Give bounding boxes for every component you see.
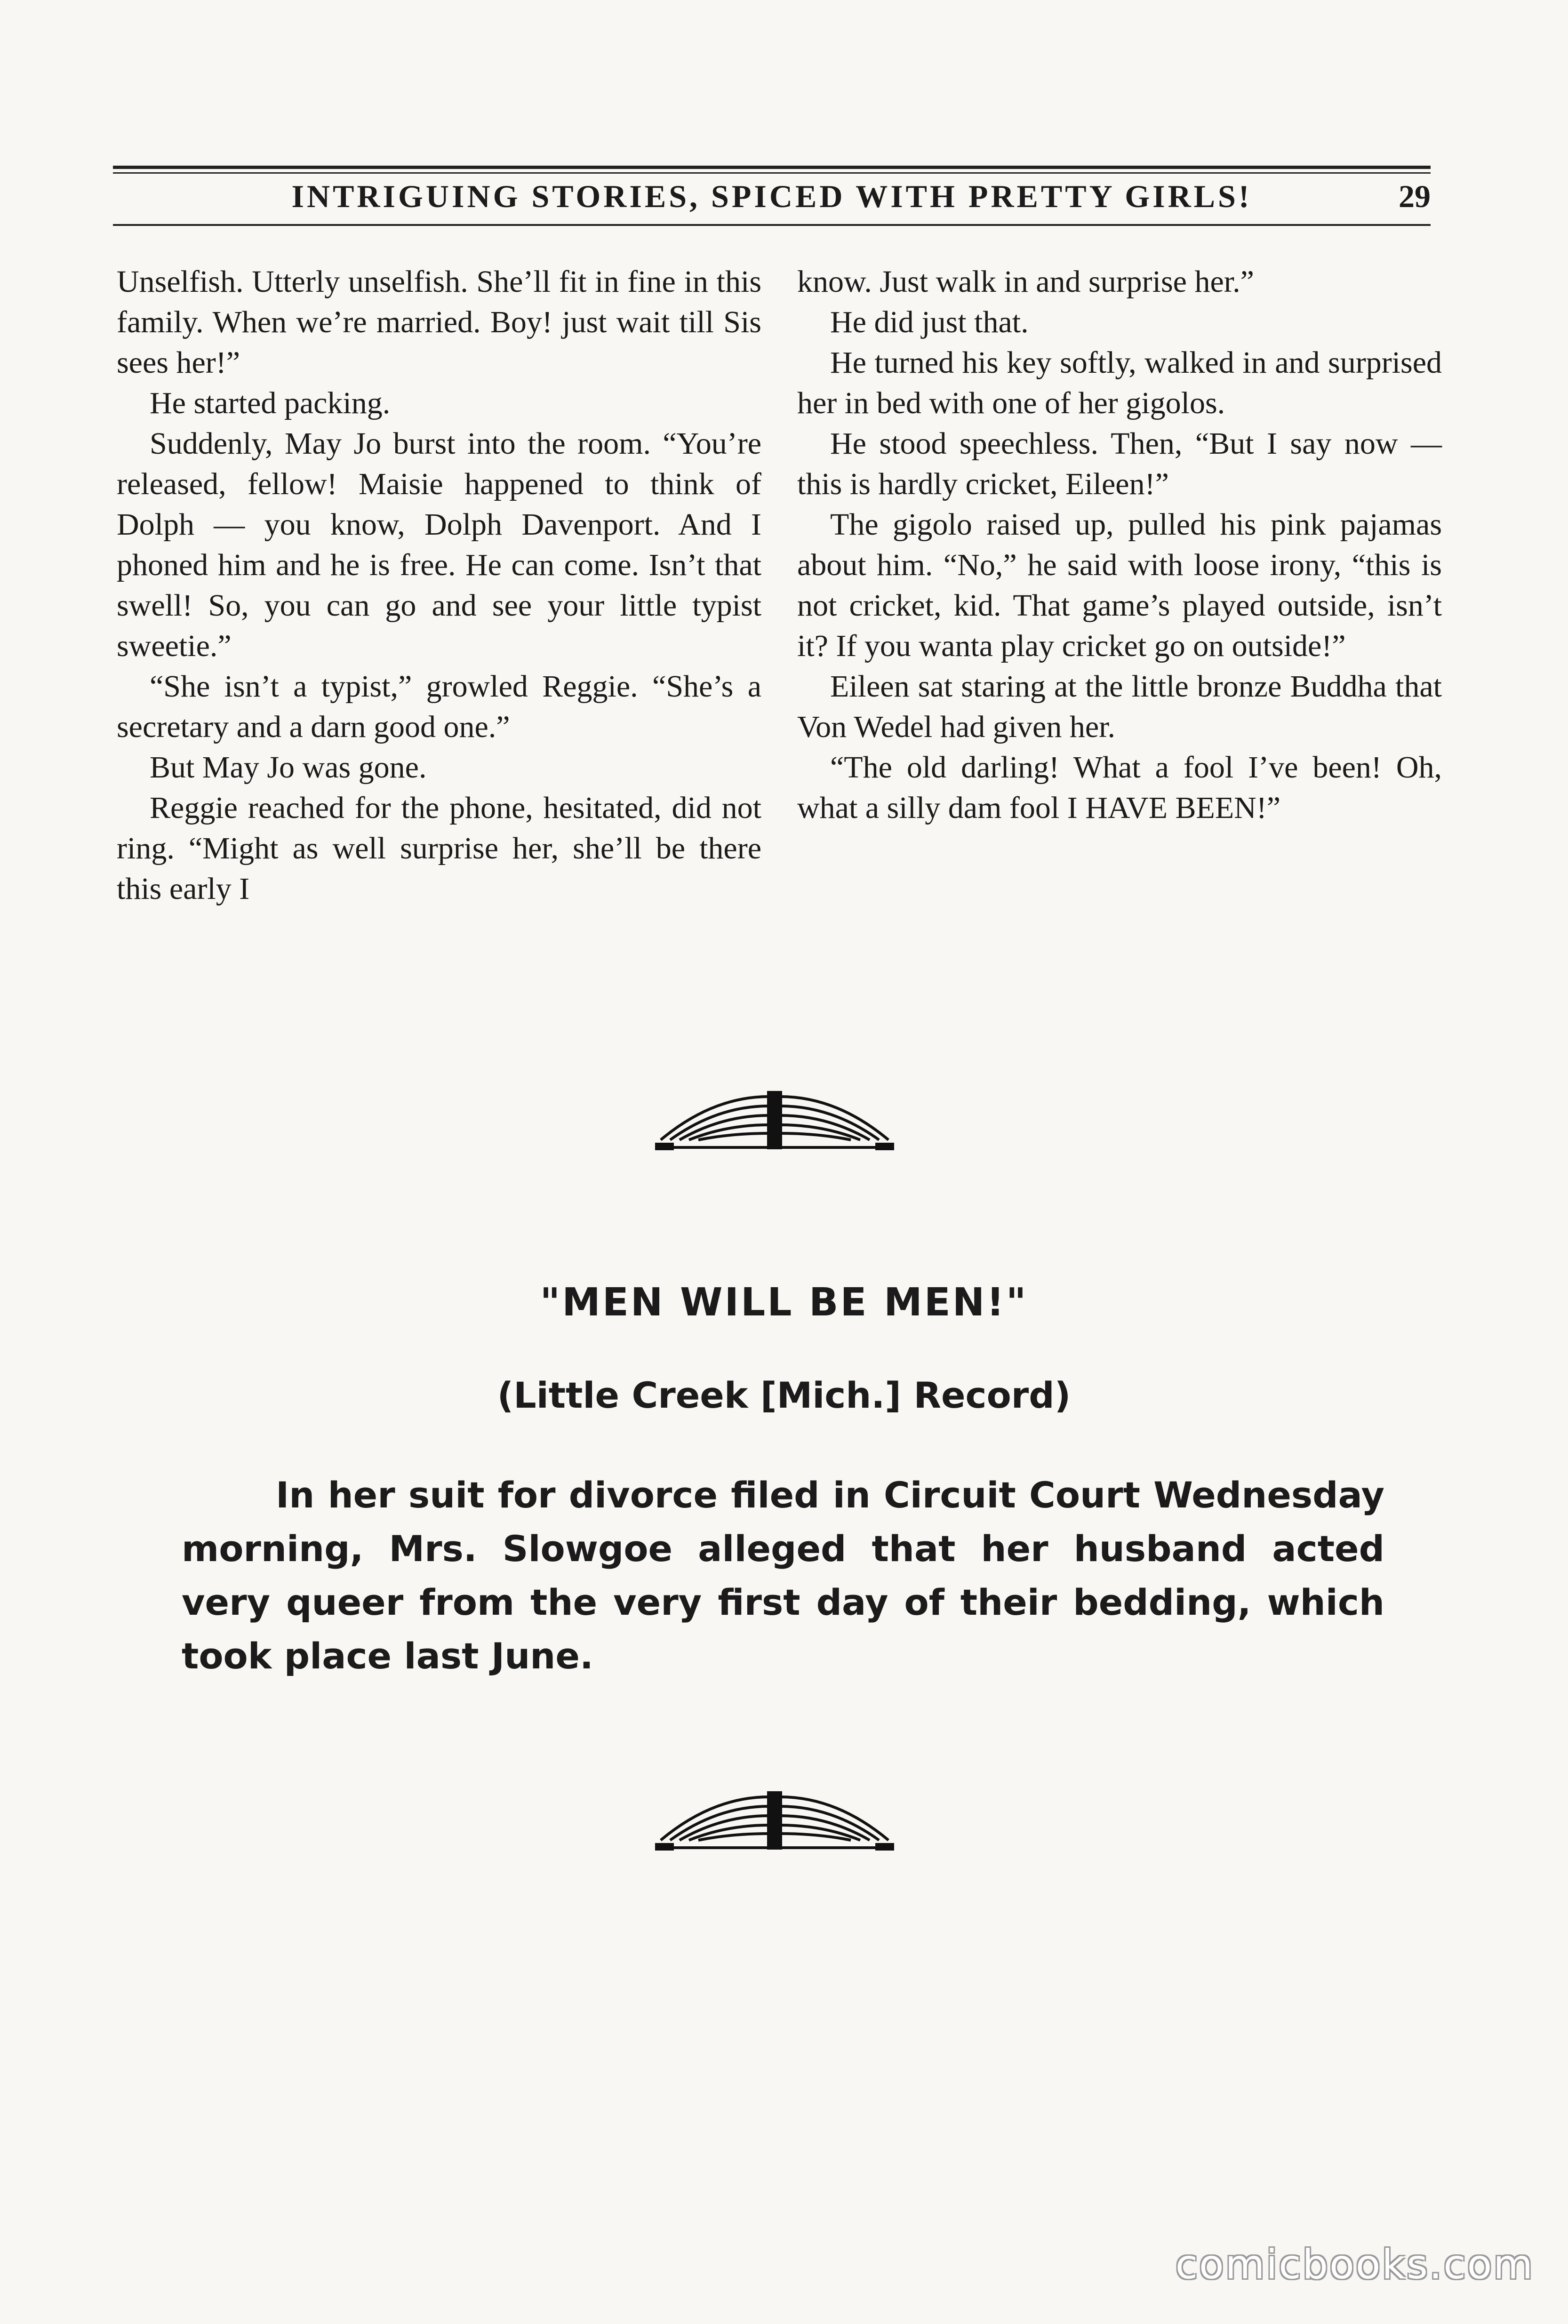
story-paragraph: The gigolo raised up, pulled his pink pajamas about him. “No,” he said with loose irony, “this is not cricket, kid. That game’s played outside, isn’t it? If you wanta play cricket go on outside!”: [797, 507, 1442, 663]
story-paragraph: He stood speechless. Then, “But I say now — this is hardly cricket, Eileen!”: [797, 426, 1442, 501]
story-paragraph: He started packing.: [150, 386, 391, 420]
article-title: "MEN WILL BE MEN!": [540, 1280, 1028, 1325]
page-number: 29: [1399, 178, 1431, 214]
story-paragraph: Unselfish. Utterly unselfish. She’ll fit in fine in this family. When we’re married. Boy! just wait till Sis sees her!”: [117, 264, 761, 380]
story-right-column: [797, 262, 1442, 828]
story-paragraph: He turned his key softly, walked in and surprised her in bed with one of her gigolos.: [797, 345, 1442, 420]
article-source: (Little Creek [Mich.] Record): [497, 1374, 1071, 1416]
story-paragraph: Suddenly, May Jo burst into the room. “You’re released, fellow! Maisie happened to think of Dolph — you know, Dolph Davenport. And I phoned him and he is free. He can come. Isn’t that swell! So, you can go and see your little typist sweetie.”: [117, 426, 761, 663]
ornament-divider-icon: [651, 1787, 898, 1854]
watermark: comicbooks.com: [1175, 2241, 1534, 2288]
story-paragraph: But May Jo was gone.: [150, 750, 427, 785]
header-title: INTRIGUING STORIES, SPICED WITH PRETTY GIRLS!: [291, 178, 1252, 214]
story-paragraph: Eileen sat staring at the little bronze Buddha that Von Wedel had given her.: [797, 669, 1442, 744]
story-paragraph: “She isn’t a typist,” growled Reggie. “She’s a secretary and a darn good one.”: [117, 669, 761, 744]
header-rule-top: [113, 166, 1431, 169]
article-body: In her suit for divorce filed in Circuit Court Wednesday morning, Mrs. Slowgoe alleged that her husband acted very queer from the very first day of their bedding, which took place last June.: [182, 1474, 1384, 1677]
story-paragraph: “The old darling! What a fool I’ve been! Oh, what a silly dam fool I HAVE BEEN!”: [797, 750, 1442, 825]
header-rule-bottom: [113, 224, 1431, 226]
story-paragraph: know. Just walk in and surprise her.”: [797, 264, 1254, 299]
header-rule-second: [113, 172, 1431, 174]
story-paragraph: He did just that.: [830, 305, 1029, 339]
story-left-column: [117, 262, 761, 909]
ornament-divider-icon: [651, 1087, 898, 1154]
story-paragraph: Reggie reached for the phone, hesitated, did not ring. “Might as well surprise her, she’ll be there this early I: [117, 791, 761, 906]
